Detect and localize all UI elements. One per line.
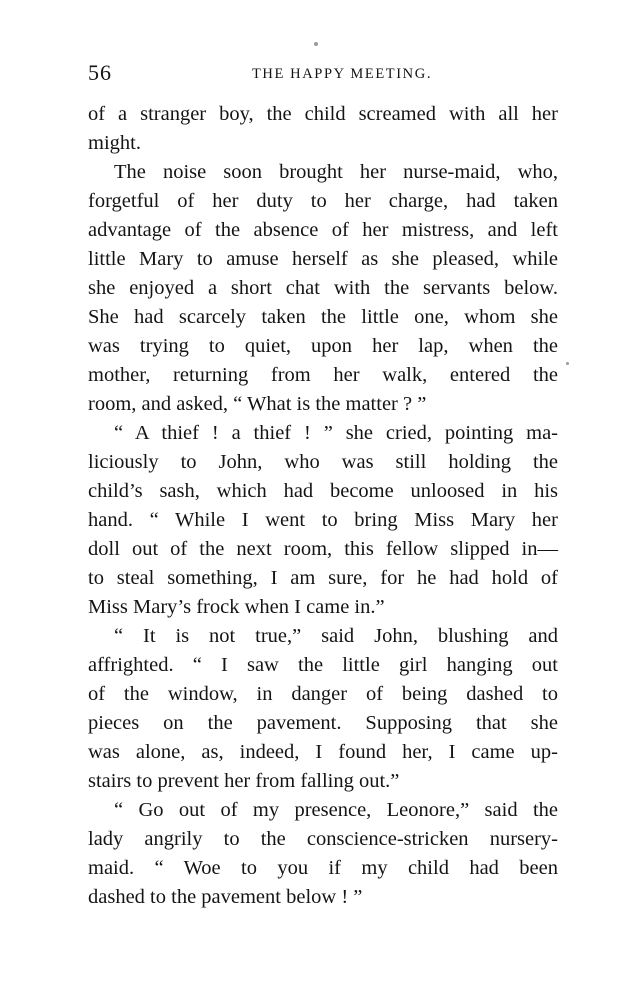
text-line: pieces on the pavement. Supposing that she — [88, 712, 558, 734]
text-line: “ It is not true,” said John, blushing and — [114, 625, 558, 647]
text-line: “ Go out of my presence, Leonore,” said the — [114, 799, 558, 821]
text-line: Miss Mary’s frock when I came in.” — [88, 596, 385, 618]
text-line: to steal something, I am sure, for he had hold of — [88, 567, 558, 589]
text-line: liciously to John, who was still holding the — [88, 451, 558, 473]
text-line: lady angrily to the conscience-stricken nursery- — [88, 828, 558, 850]
text-line: room, and asked, “ What is the matter ? ” — [88, 393, 427, 415]
body-text — [88, 100, 558, 912]
text-line: dashed to the pavement below ! ” — [88, 886, 363, 908]
text-line: advantage of the absence of her mistress, and left — [88, 219, 558, 241]
page-header — [88, 60, 558, 90]
text-line: of a stranger boy, the child screamed with all her — [88, 103, 558, 125]
text-line: might. — [88, 132, 141, 154]
ink-speck — [314, 42, 318, 46]
text-line: child’s sash, which had become unloosed in his — [88, 480, 558, 502]
text-line: affrighted. “ I saw the little girl hanging out — [88, 654, 558, 676]
text-line: The noise soon brought her nurse-maid, who, — [114, 161, 558, 183]
text-line: little Mary to amuse herself as she pleased, while — [88, 248, 558, 270]
text-line: she enjoyed a short chat with the servants below. — [88, 277, 558, 299]
text-line: was alone, as, indeed, I found her, I came up- — [88, 741, 558, 763]
page-number: 56 — [88, 60, 112, 85]
text-line: She had scarcely taken the little one, whom she — [88, 306, 558, 328]
text-line: doll out of the next room, this fellow slipped in— — [88, 538, 558, 560]
text-line: maid. “ Woe to you if my child had been — [88, 857, 558, 879]
text-line: mother, returning from her walk, entered the — [88, 364, 558, 386]
text-line: hand. “ While I went to bring Miss Mary her — [88, 509, 558, 531]
text-line: forgetful of her duty to her charge, had taken — [88, 190, 558, 212]
text-line: stairs to prevent her from falling out.” — [88, 770, 400, 792]
text-line: “ A thief ! a thief ! ” she cried, pointing ma- — [114, 422, 558, 444]
ink-speck — [566, 362, 569, 365]
text-line: of the window, in danger of being dashed to — [88, 683, 558, 705]
text-line: was trying to quiet, upon her lap, when the — [88, 335, 558, 357]
running-title: THE HAPPY MEETING. — [251, 66, 433, 82]
